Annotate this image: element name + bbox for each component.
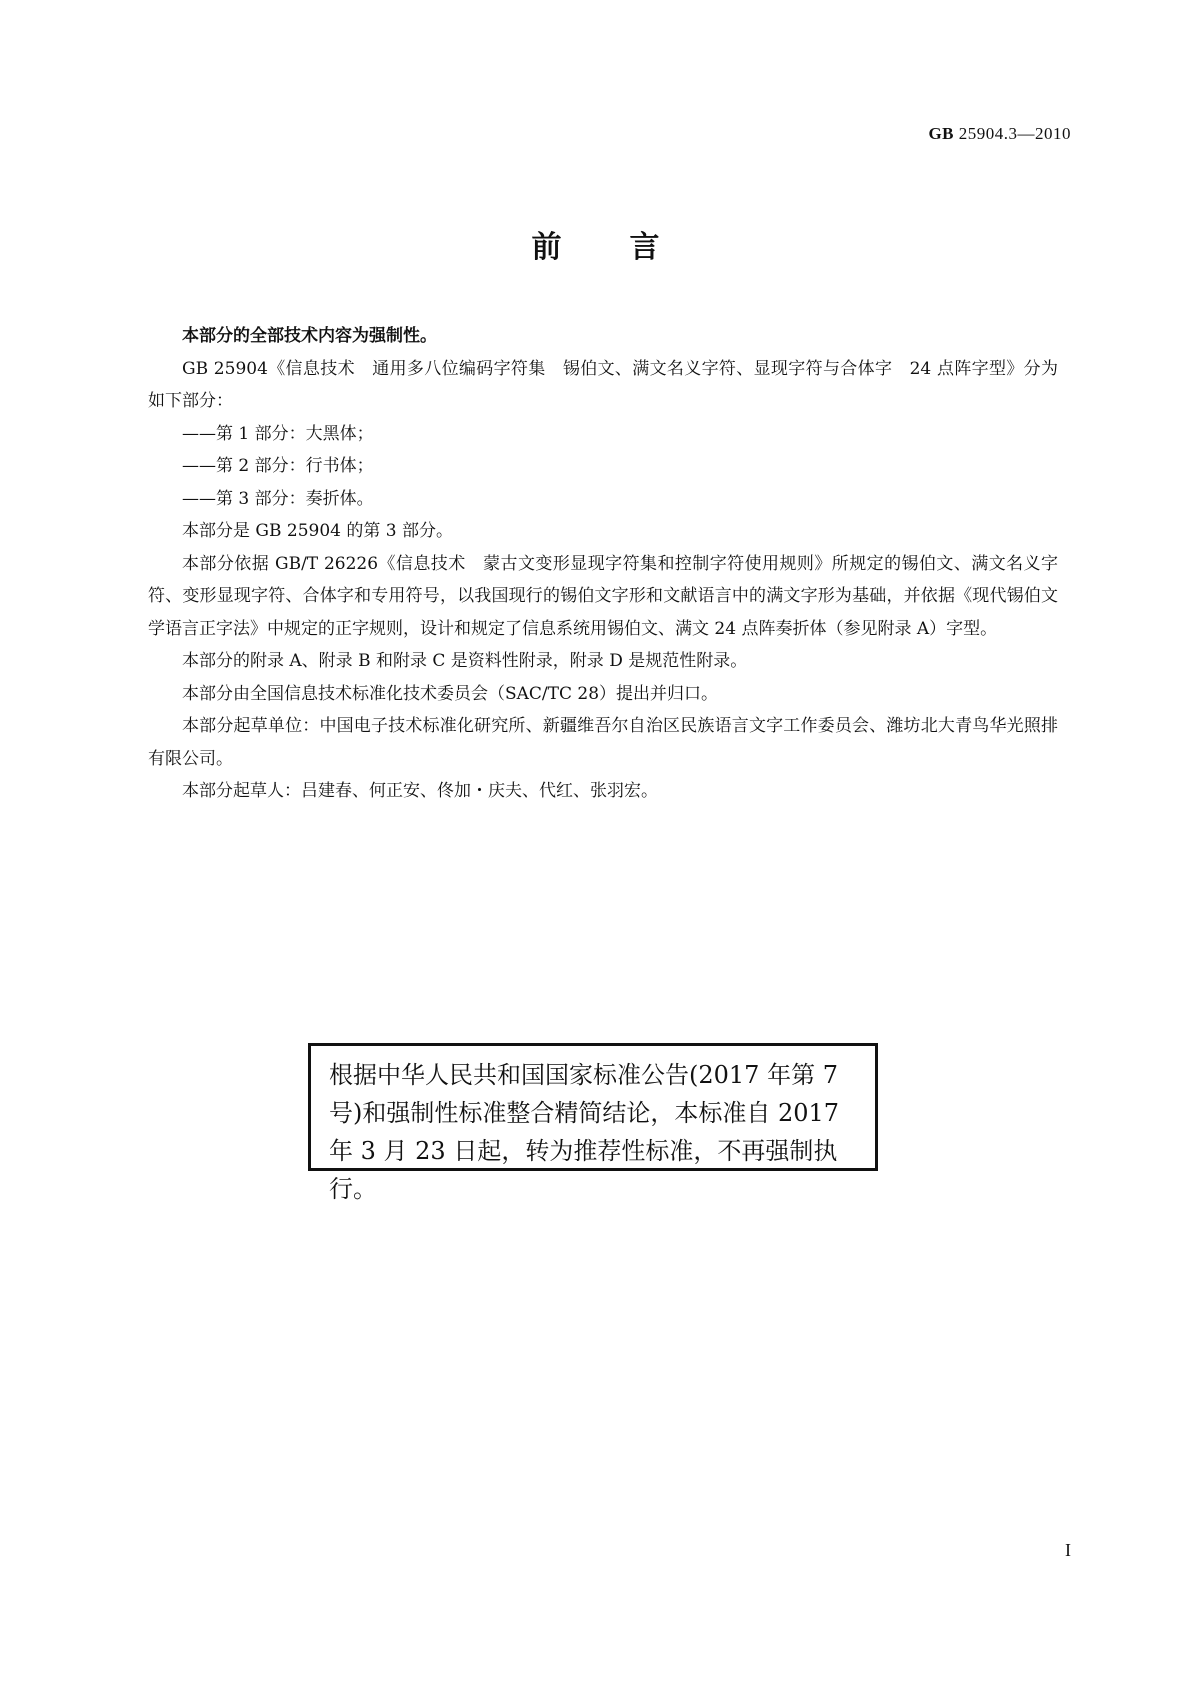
page-title: 前言 bbox=[531, 230, 728, 265]
notice-line: 年 3 月 23 日起，转为推荐性标准，不再强制执行。 bbox=[329, 1137, 838, 1203]
standard-prefix: GB bbox=[928, 124, 954, 143]
notice-line: 号)和强制性标准整合精简结论，本标准自 2017 bbox=[329, 1099, 840, 1127]
standard-number bbox=[928, 124, 1071, 144]
paragraph-parts-intro: GB 25904《信息技术 通用多八位编码字符集 锡伯文、满文名义字符、显现字符与合体字 24 点阵字型》分为如下部分： bbox=[148, 358, 1058, 411]
paragraph-drafting-units: 本部分起草单位：中国电子技术标准化研究所、新疆维吾尔自治区民族语言文字工作委员会、潍坊北大青鸟华光照排有限公司。 bbox=[148, 716, 1058, 769]
list-item-part-3: ——第 3 部分：奏折体。 bbox=[182, 488, 374, 509]
standard-code: 25904.3—2010 bbox=[958, 124, 1071, 143]
paragraph-this-part: 本部分是 GB 25904 的第 3 部分。 bbox=[182, 521, 453, 541]
mandatory-statement: 本部分的全部技术内容为强制性。 bbox=[182, 326, 437, 346]
page-number: I bbox=[1065, 1540, 1071, 1560]
list-item-part-1: ——第 1 部分：大黑体； bbox=[182, 423, 374, 444]
foreword-body bbox=[148, 320, 1058, 808]
list-item-part-2: ——第 2 部分：行书体； bbox=[182, 456, 374, 476]
status-notice-box bbox=[308, 1043, 878, 1203]
paragraph-proposer: 本部分由全国信息技术标准化技术委员会（SAC/TC 28）提出并归口。 bbox=[182, 683, 719, 704]
notice-line: 根据中华人民共和国国家标准公告(2017 年第 7 bbox=[329, 1061, 838, 1089]
paragraph-annexes: 本部分的附录 A、附录 B 和附录 C 是资料性附录，附录 D 是规范性附录。 bbox=[182, 651, 748, 671]
paragraph-basis: 本部分依据 GB/T 26226《信息技术 蒙古文变形显现字符集和控制字符使用规则》所规定的锡伯文、满文名义字符、变形显现字符、合体字和专用符号，以我国现行的锡伯文字形和文献语言中的满文字形为基础，并依据《现代锡伯文学语言正字法》中规定的正字规则，设计和规定了信息系统用锡伯文、满文 24 点阵奏折体（参见附录 A）字型。 bbox=[148, 553, 1058, 639]
paragraph-drafters: 本部分起草人：吕建春、何正安、佟加・庆夫、代红、张羽宏。 bbox=[182, 781, 658, 801]
